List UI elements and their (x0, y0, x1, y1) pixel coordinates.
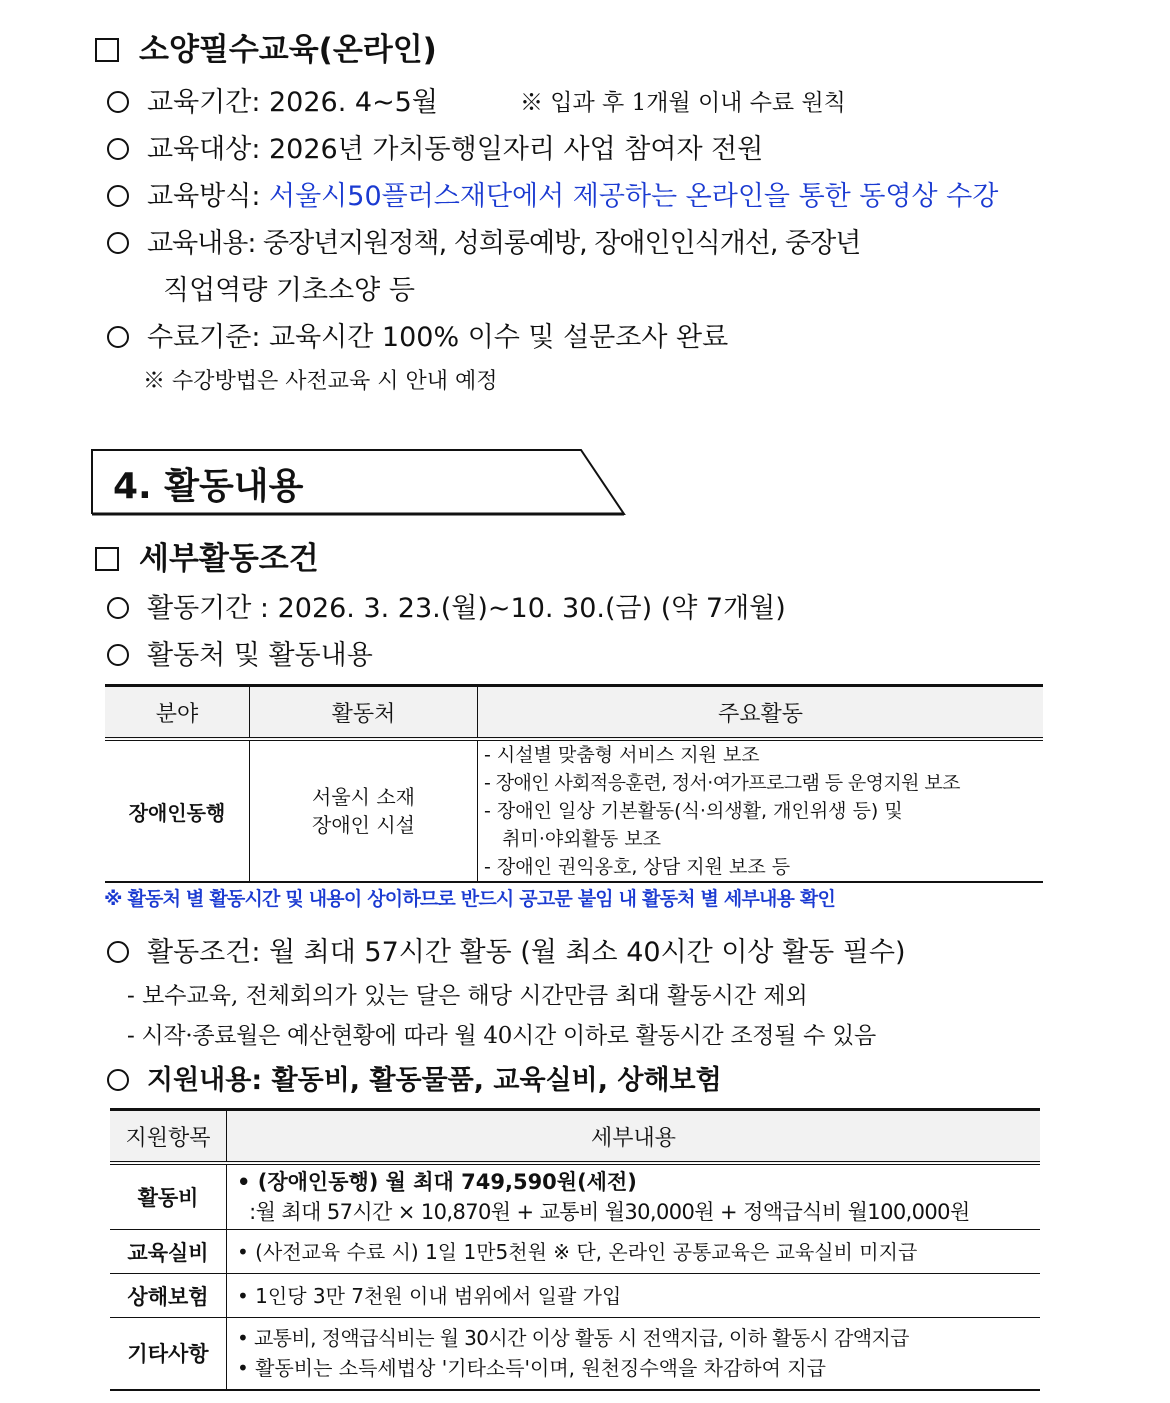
edu-method-line: 교육방식: 서울시50플러스재단에서 제공하는 온라인을 통한 동영상 수강 (107, 174, 998, 213)
conditions-sub1: - 보수교육, 전체회의가 있는 달은 해당 시간만큼 최대 활동시간 제외 (127, 983, 808, 1009)
detail-line: • (사전교육 수료 시) 1일 1만5천원 ※ 단, 온라인 공통교육은 교육실비 미지급 (237, 1239, 918, 1264)
edu-period-note: ※ 입과 후 1개월 이내 수료 원칙 (520, 90, 846, 116)
detail-line: • 활동비는 소득세법상 '기타소득'이며, 원천징수액을 차감하여 지급 (237, 1356, 826, 1381)
detail-line: • (장애인동행) 월 최대 749,590원(세전) (237, 1170, 637, 1194)
header-detail: 세부내용 (227, 1110, 1041, 1164)
checkbox-square-icon (95, 38, 119, 62)
header-place: 활동처 (250, 686, 478, 740)
support-detail-cell (227, 1163, 1041, 1230)
detail-line: • 1인당 3만 7천원 이내 범위에서 일괄 가입 (237, 1283, 622, 1308)
checkbox-square-icon (95, 547, 119, 571)
table-row (110, 1318, 1040, 1390)
support-detail-cell (227, 1274, 1041, 1318)
support-table (110, 1108, 1040, 1391)
conditions-sub2: - 시작·종료월은 예산현황에 따라 월 40시간 이하로 활동시간 조정될 수 있음 (127, 1023, 876, 1049)
support-detail-cell (227, 1318, 1041, 1390)
activity-place-line: 활동처 및 활동내용 (107, 633, 373, 672)
circle-bullet-icon (107, 232, 129, 254)
table-row (110, 1274, 1040, 1318)
place-cell (250, 739, 478, 882)
activity-item: 취미·야외활동 보조 (484, 828, 662, 850)
header-field: 분야 (105, 686, 250, 740)
activity-item: - 시설별 맞춤형 서비스 지원 보조 (484, 744, 760, 766)
section-detail-title: 세부활동조건 (95, 533, 319, 578)
field-cell: 장애인동행 (105, 739, 250, 882)
support-item-cell: 기타사항 (110, 1318, 227, 1390)
place-line: 장애인 시설 (312, 813, 415, 837)
table1-note: ※ 활동처 별 활동시간 및 내용이 상이하므로 반드시 공고문 붙임 내 활동처 별 세부내용 확인 (104, 888, 836, 910)
section4-title: 4. 활동내용 (113, 466, 304, 507)
circle-bullet-icon (107, 326, 129, 348)
section4-header (91, 448, 626, 516)
support-item-cell: 교육실비 (110, 1230, 227, 1274)
conditions-line: 활동조건: 월 최대 57시간 활동 (월 최소 40시간 이상 활동 필수) (107, 930, 906, 969)
support-item-cell: 상해보험 (110, 1274, 227, 1318)
activity-period-line: 활동기간 : 2026. 3. 23.(월)~10. 30.(금) (약 7개월) (107, 586, 786, 625)
activity-item: - 장애인 사회적응훈련, 정서·여가프로그램 등 운영지원 보조 (484, 772, 960, 794)
edu-note: ※ 수강방법은 사전교육 시 안내 예정 (143, 369, 498, 394)
edu-content-line2: 직업역량 기초소양 등 (163, 275, 415, 306)
circle-bullet-icon (107, 91, 129, 113)
header-main-activity: 주요활동 (478, 686, 1044, 740)
place-line: 서울시 소재 (312, 785, 415, 809)
circle-bullet-icon (107, 1069, 129, 1091)
circle-bullet-icon (107, 644, 129, 666)
edu-target-line: 교육대상: 2026년 가치동행일자리 사업 참여자 전원 (107, 127, 763, 166)
edu-content-line1: 교육내용: 중장년지원정책, 성희롱예방, 장애인인식개선, 중장년 (107, 221, 860, 260)
circle-bullet-icon (107, 941, 129, 963)
edu-method-value: 서울시50플러스재단에서 제공하는 온라인을 통한 동영상 수강 (269, 181, 999, 212)
circle-bullet-icon (107, 597, 129, 619)
activities-cell (478, 739, 1044, 882)
section-edu-title: 소양필수교육(온라인) (95, 24, 437, 69)
circle-bullet-icon (107, 138, 129, 160)
detail-line: • 교통비, 정액급식비는 월 30시간 이상 활동 시 전액지급, 이하 활동시 감액지급 (237, 1326, 909, 1351)
support-line: 지원내용: 활동비, 활동물품, 교육실비, 상해보험 (107, 1058, 722, 1097)
activity-table (105, 684, 1043, 883)
edu-criteria-line: 수료기준: 교육시간 100% 이수 및 설문조사 완료 (107, 315, 728, 354)
activity-item: - 장애인 권익옹호, 상담 지원 보조 등 (484, 856, 791, 878)
table-row (110, 1163, 1040, 1230)
table-row (105, 739, 1043, 882)
circle-bullet-icon (107, 185, 129, 207)
header-support-item: 지원항목 (110, 1110, 227, 1164)
activity-item: - 장애인 일상 기본활동(식·의생활, 개인위생 등) 및 (484, 800, 903, 822)
support-detail-cell (227, 1230, 1041, 1274)
edu-period-line: 교육기간: 2026. 4~5월 (107, 80, 438, 119)
table-row (110, 1230, 1040, 1274)
support-item-cell: 활동비 (110, 1163, 227, 1230)
detail-line: :월 최대 57시간 × 10,870원 + 교통비 월30,000원 + 정액급식비 월100,000원 (237, 1200, 970, 1224)
